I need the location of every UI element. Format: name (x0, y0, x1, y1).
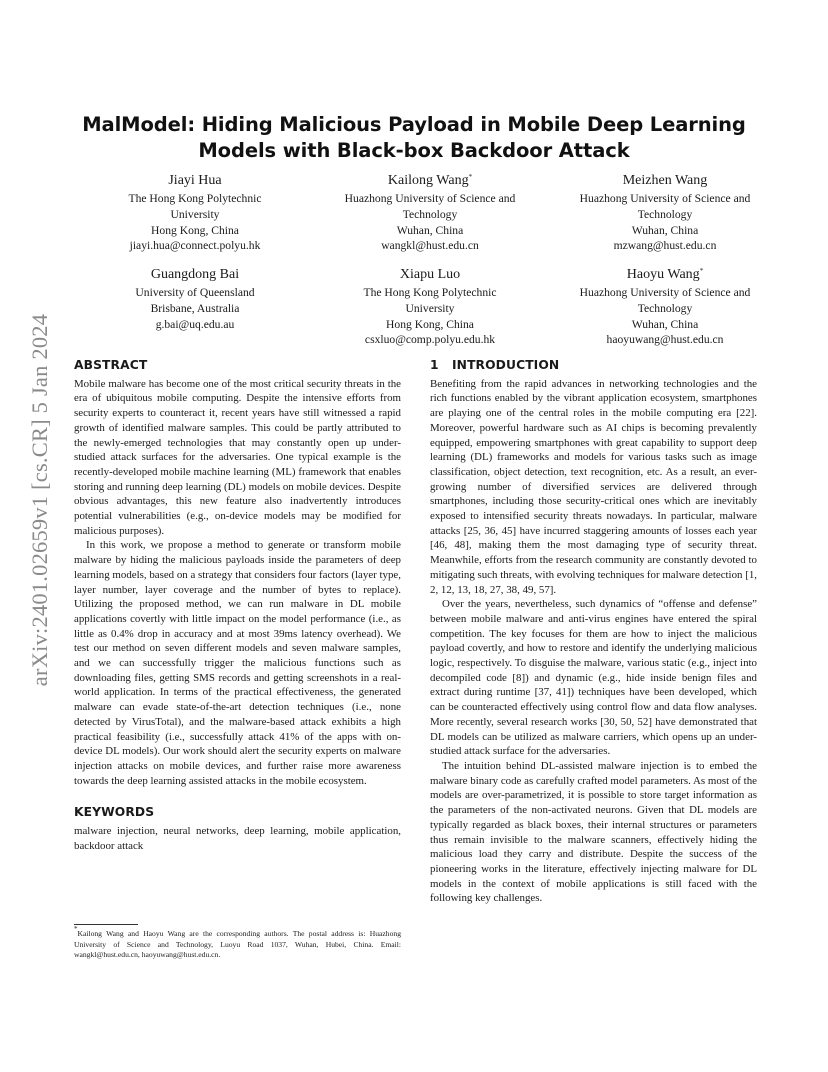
author-block (560, 266, 770, 348)
author-name: Meizhen Wang (622, 173, 708, 188)
footnote (74, 924, 401, 961)
footnote-rule (74, 924, 138, 925)
footnote-text: Kailong Wang and Haoyu Wang are the corresponding authors. The postal address is: Huazhong University of Science and Technology, Luoyu Road 1037, Wuhan, Hubei, China. Email: wangkl@hust.edu.cn, haoyuwang@hust.edu.cn. (74, 929, 401, 960)
author-affiliation: Technology (637, 207, 693, 221)
abstract-paragraph-2: In this work, we propose a method to generate or transform mobile malware by hiding the malicious payloads inside the parameters of deep learning models, based on a strategy that considers four factors (layer type, layer number, layer coverage and the number of bytes to replace). Utilizing the proposed method, we can run malware in DL mobile applications covertly with little impact on the model performance (i.e., as little as 0.4% drop in accuracy and at most 39ms latency overhead). We test our method on seven different models and seven malware samples, and we can successfully trigger the malicious functions such as downloading files, getting SMS records and getting screenshots in a real-world application. In terms of the practical effectiveness, the generated malware can evade state-of-the-art detection techniques (i.e., none detected by VirusTotal), and the malware-based attack exhibits a high practical feasibility (i.e., successfully attack 41% of the apps with on-device DL models). Our work should alert the security experts on malware injection attacks on mobile devices, and further raise more awareness towards the deep learning assisted attacks in the mobile ecosystem. (74, 539, 401, 787)
arxiv-id: arXiv:2401.02659v1 [cs.CR] 5 Jan 2024 (27, 313, 52, 687)
author-name: Kailong Wang (387, 173, 469, 188)
author-block (90, 172, 300, 254)
section-number: 1 (430, 358, 439, 372)
right-column (430, 358, 757, 906)
author-affiliation: Huazhong University of Science and (579, 286, 751, 299)
author-block (560, 172, 770, 254)
intro-paragraph-3: The intuition behind DL-assisted malware injection is to embed the malware binary code as carefully crafted model parameters. As most of the models are over-parametrized, it is possible to store target information as the parameters of the non-activated neurons. Given that DL models are typically regarded as black boxes, their internal structures or parameters thus remain invisible to the malware scanners, effectively hiding the malicious load they carry and distribute. Despite the success of the pioneering works in the literature, effectively injecting malware for DL models in the context of mobile applications is still faced with the following key challenges. (430, 759, 757, 905)
author-affiliation: Technology (637, 301, 693, 315)
intro-heading (430, 358, 757, 373)
author-block (90, 266, 300, 348)
keywords-heading: KEYWORDS (74, 805, 155, 820)
author-email: wangkl@hust.edu.cn (381, 239, 479, 253)
title-line-1: MalModel: Hiding Malicious Payload in Mobile Deep Learning (82, 113, 746, 136)
author-name: Jiayi Hua (168, 173, 222, 188)
author-location: Wuhan, China (631, 317, 699, 331)
author-affiliation: University of Queensland (135, 286, 255, 299)
author-affiliation: University (170, 207, 220, 221)
author-name: Xiapu Luo (399, 267, 461, 282)
section-title: INTRODUCTION (452, 358, 560, 372)
paper-title (60, 112, 768, 164)
author-affiliation: Huazhong University of Science and (344, 192, 516, 205)
author-mark: * (468, 173, 473, 181)
left-column (74, 358, 401, 854)
author-affiliation: The Hong Kong Polytechnic (363, 286, 497, 299)
author-affiliation: Huazhong University of Science and (579, 192, 751, 205)
author-location: Wuhan, China (631, 223, 699, 237)
author-affiliation: Technology (402, 207, 458, 221)
keywords-text: malware injection, neural networks, deep learning, mobile application, backdoor attack (74, 825, 401, 852)
author-email: g.bai@uq.edu.au (155, 317, 235, 331)
intro-paragraph-2: Over the years, nevertheless, such dynamics of “offense and defense” between mobile malware and anti-virus engines have entered the spiral competition. The key focuses for them are how to inject the malicious payload covertly, and how to restore and identify the underlying malicious logic, respectively. To disguise the malware, various static (e.g., inject into decompiled code [8]) and dynamic (e.g., hide inside benign files and extract during runtime [37, 41]) techniques have been developed, which can be counteracted effectively using control flow and data flow analyses. More recently, several research works [30, 50, 52] have demonstrated that DL models can be utilized as malware carriers, which opens up an under-studied attack surface for the adversaries. (430, 598, 757, 758)
author-block (325, 266, 535, 348)
author-email: haoyuwang@hust.edu.cn (606, 333, 724, 347)
author-email: mzwang@hust.edu.cn (613, 239, 717, 253)
author-location: Wuhan, China (396, 223, 464, 237)
author-location: Brisbane, Australia (150, 301, 240, 315)
author-name: Guangdong Bai (150, 267, 240, 282)
author-affiliation: University (405, 301, 455, 315)
author-name: Haoyu Wang (626, 267, 700, 282)
footnote-mark: * (74, 925, 78, 933)
intro-paragraph-1: Benefiting from the rapid advances in networking technologies and the rich functions enabled by the vibrant application ecosystem, smartphones are playing one of the central roles in the mobile computing era [22]. Moreover, powerful hardware such as AI chips is becoming prevalently equipped, empowering smartphones with great capability to support deep learning (DL) frameworks and models for various tasks such as image classification, object detection, text recognition, etc. As a result, an ever-growing number of diversified services are delivered through smartphones, including those security-critical ones which are inevitably exposed to intensified security threats nowadays. In particular, malware attacks [25, 36, 45] have incurred staggering amounts of losses each year [46, 48], making them the most damaging type of security threat. Meanwhile, efforts from the research community are constantly devoted to mitigating such threats, with evolving techniques for malware detection [1, 2, 12, 13, 18, 27, 38, 49, 57]. (430, 377, 757, 596)
arxiv-stamp (20, 300, 60, 700)
author-mark: * (699, 267, 704, 275)
abstract-paragraph-1: Mobile malware has become one of the most critical security threats in the era of ubiquitous mobile computing. Despite the intensive efforts from security experts to counteract it, recent years have still witnessed a rapid growth of identified malware samples. This could be partly attributed to the newly-emerged technologies that may constantly open up under-studied attack surfaces for the adversaries. One typical example is the recently-developed mobile machine learning (ML) framework that enables storing and running deep learning (DL) models on mobile devices. Despite obvious advantages, this new feature also inadvertently introduces potential vulnerabilities (e.g., on-device models may be modified for malicious purposes). (74, 377, 401, 537)
author-affiliation: The Hong Kong Polytechnic (128, 192, 262, 205)
author-location: Hong Kong, China (151, 223, 239, 237)
author-block (325, 172, 535, 254)
title-line-2: Models with Black-box Backdoor Attack (198, 139, 630, 162)
author-row-1 (90, 172, 770, 254)
author-email: csxluo@comp.polyu.edu.hk (364, 333, 496, 347)
abstract-heading: ABSTRACT (74, 358, 148, 372)
author-location: Hong Kong, China (386, 317, 474, 331)
author-email: jiayi.hua@connect.polyu.hk (129, 239, 261, 253)
author-row-2 (90, 266, 770, 348)
